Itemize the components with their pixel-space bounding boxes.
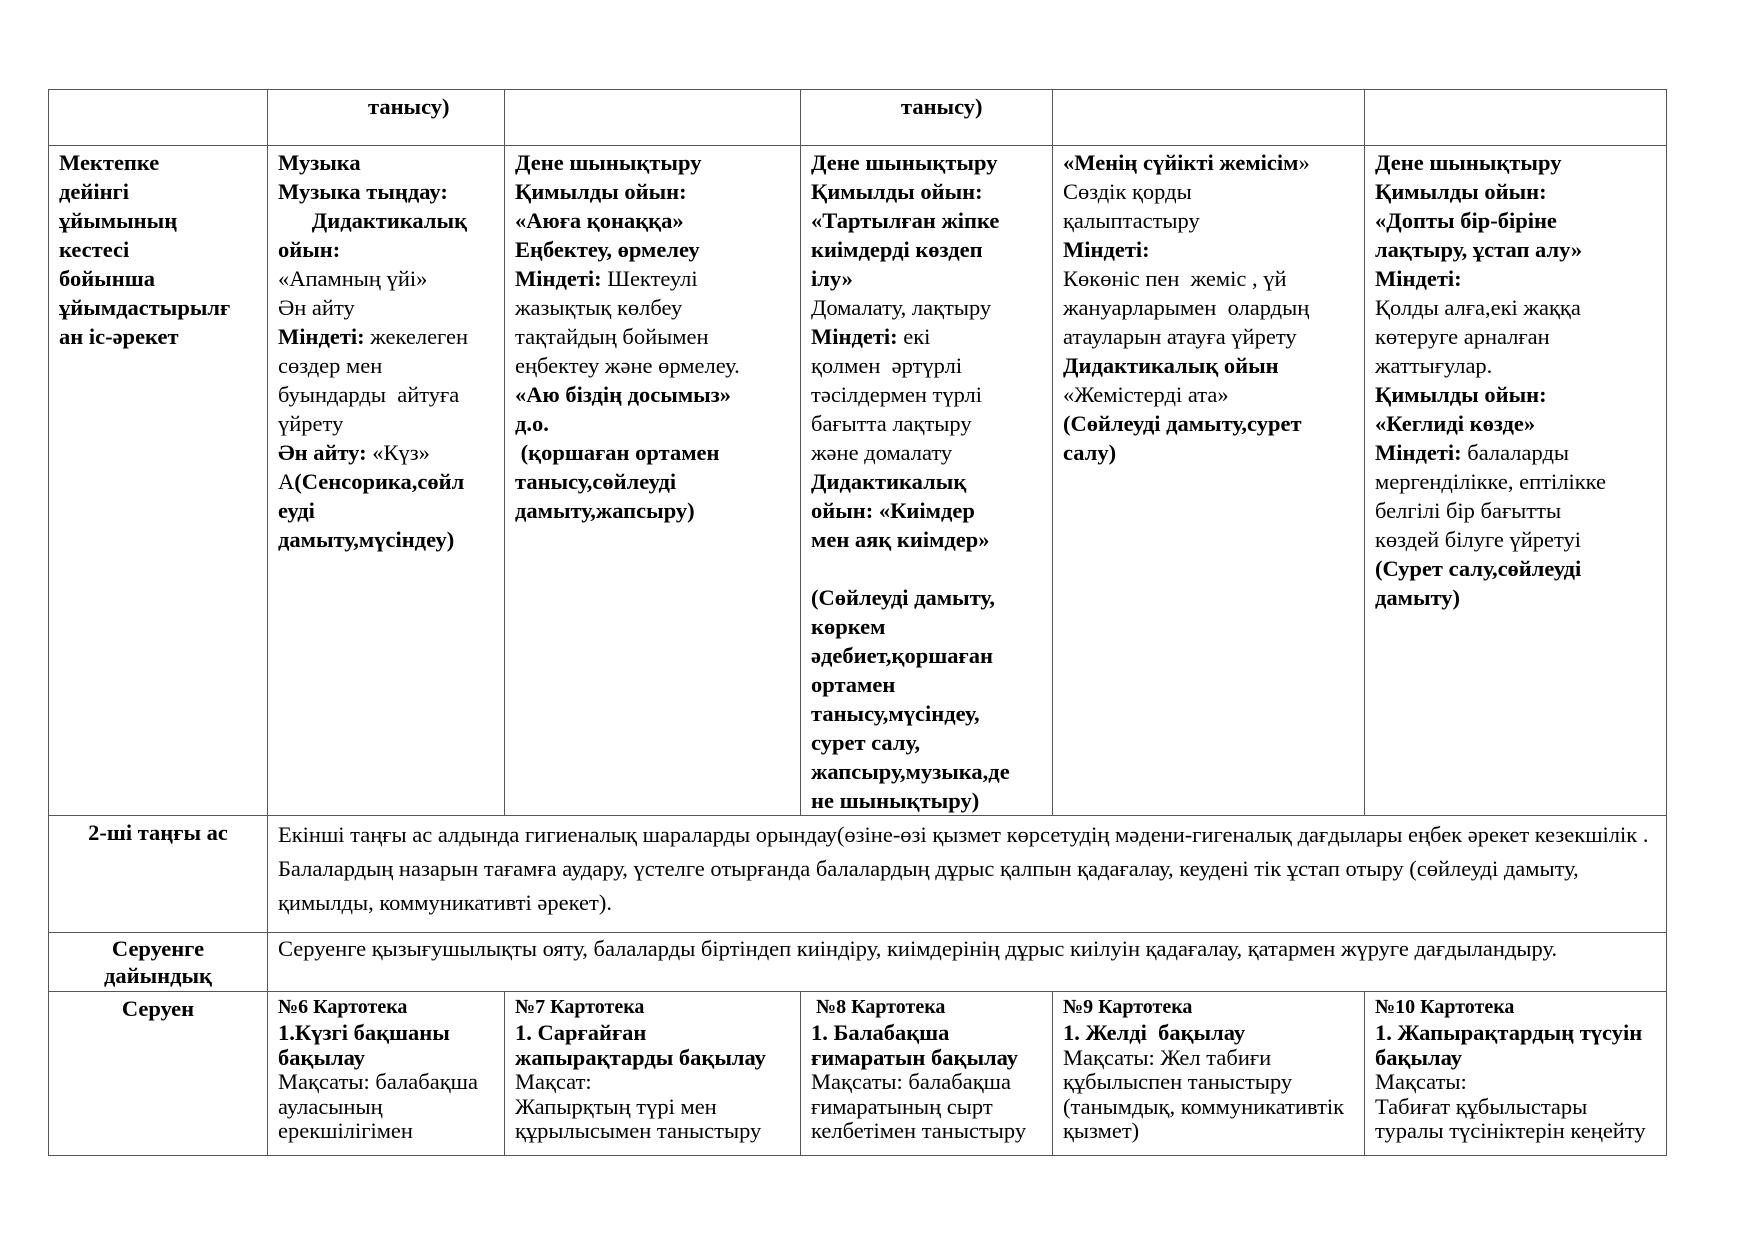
cell-line: тәсілдермен түрлі [811,382,983,407]
walk-prep-label [49,933,268,992]
second-breakfast-body: Екінші таңғы ас алдында гигиеналық шараларды орындау(өзіне-өзі қызмет көрсетудің мәдени-гигеналық дағдылары еңбек әрекет кезекшілік . Балалардың назарын тағамға аудару, үстелге отырғанда балалардың дұрыс қалпын қадағалау, кеудені тік ұстап отыру (сөйлеуді дамыту, қимылды, коммуникативті әрекет). [278,822,1649,915]
cell-text-part: Міндеті: [1375,440,1468,465]
cell-line: ойын: [278,237,341,262]
cell-line: атауларын атауға үйрету [1063,324,1297,349]
schedule-table [48,89,1667,1156]
row-walk [49,992,1667,1156]
cell-text-part: Міндеті: [811,324,904,349]
walk-prep-label-line1: Серуенге [111,936,205,961]
cell-text-part: Шектеулі [607,266,698,291]
cell-line: бақылау [1375,1044,1463,1070]
second-breakfast-label [49,816,268,933]
cell-text-part: » [1298,150,1310,175]
cell-r0-c5 [1365,90,1667,146]
cell-line: Мектепке [59,150,160,175]
cell-r0-c4 [1053,90,1365,146]
cell-r0-c2 [505,90,801,146]
cell-line: Міндеті: [1063,237,1150,262]
cell-line: «Кеглиді көзде» [1375,411,1536,436]
cell-text-part: Ән айту: [278,440,373,465]
cell-line: Табиғат құбылыстары [1375,1093,1588,1119]
row-organized-activity [49,146,1667,816]
cell-line: әдебиет,қоршаған [811,643,993,668]
cell-line: «Аю біздің досымыз» [515,382,732,407]
cell-r0-c0 [49,90,268,146]
cell-r0-c3 [801,90,1053,146]
cell-line [811,554,1042,583]
cell-line: (танымдық, коммуникативтік [1063,1093,1345,1119]
cell-line: Дидактикалық [811,469,967,494]
cell-text-part: Міндеті: [278,324,371,349]
cell-line: туралы түсініктерін кеңейту [1375,1118,1646,1143]
cell-line [278,467,494,496]
cell-line: «Жемістерді ата» [1063,382,1229,407]
cell-line: ортамен [811,672,896,697]
cell-line: сөздер мен [278,353,383,378]
cell-line: дамыту,мүсіндеу) [278,527,455,552]
cell-line [278,322,494,351]
cell-line: және домалату [811,440,953,465]
cell-line: Дене шынықтыру [1375,150,1562,175]
cell-line: көркем [811,614,886,639]
cell-line: №7 Картотека [515,996,645,1018]
row-walk-preparation [49,933,1667,992]
cell-line: еңбектеу және өрмелеу. [515,353,740,378]
cell-line: жануарларымен олардың [1063,295,1310,320]
cell-line: Музыка [278,150,361,175]
second-breakfast-text [268,816,1667,933]
cell-line: (қоршаған ортамен [515,440,720,465]
cell-r1-c0 [49,146,268,816]
cell-line: сурет салу, [811,730,921,755]
cell-r1-c3 [801,146,1053,816]
cell-line: ауласының [278,1093,383,1119]
cell-line: (Сөйлеуді дамыту, [811,585,995,610]
cell-line: Дидактикалық [278,208,468,233]
cell-line: құрылысымен таныстыру [515,1118,762,1143]
cell-line: №8 Картотека [811,996,946,1018]
cell-line: (Сөйлеуді дамыту,сурет [1063,411,1302,436]
walk-prep-text [268,933,1667,992]
cell-line: Мақсаты: балабақша [811,1069,1011,1094]
cell-line: ұйымдастырылғ [59,295,231,320]
cell-line: мен аяқ киімдер» [811,527,990,552]
cell-line: ерекшілігімен [278,1118,413,1143]
cell-text-part: «Күз» [372,440,430,465]
cell-line: бағытта лақтыру [811,411,972,436]
cell-line: Мақсаты: балабақша [278,1069,478,1094]
cell-line: «Допты бір-біріне [1375,208,1557,233]
cell-line: (Сурет салу,сөйлеуді [1375,556,1582,581]
second-breakfast-label-text: 2-ші таңғы ас [88,820,228,845]
cell-line: Қимылды ойын: [1375,179,1547,204]
cell-line: буындарды айтуға [278,382,460,407]
cell-line: №10 Картотека [1375,996,1515,1018]
cell-line: не шынықтыру) [811,788,980,813]
cell-line: Қимылды ойын: [515,179,687,204]
cell-r4-c2 [505,992,801,1156]
cell-line: Міндеті: [1375,266,1462,291]
cell-line: №6 Картотека [278,996,408,1018]
cell-line: белгілі бір бағытты [1375,498,1562,523]
cell-line: «Аюға қонаққа» [515,208,684,233]
cell-line: танысу,мүсіндеу, [811,701,980,726]
walk-label [49,992,268,1156]
cell-r1-c1 [268,146,505,816]
cell-line: ойын: «Киімдер [811,498,975,523]
cell-text-part: жекелеген [370,324,469,349]
cell-line: бойынша [59,266,155,291]
cell-line: «Тартылған жіпке [811,208,1000,233]
cell-line: қолмен әртүрлі [811,353,963,378]
cell-line: Дене шынықтыру [515,150,702,175]
walk-prep-label-line2: дайындық [103,963,213,988]
cell-line: ілу» [811,266,853,291]
cell-text-part: (Сенсорика,сөйл [294,469,465,494]
cell-line: Музыка тыңдау: [278,179,448,204]
cell-line: лақтыру, ұстап алу» [1375,237,1583,262]
cell-line: танысу,сөйлеуді [515,469,677,494]
cell-line: келбетімен таныстыру [811,1118,1027,1143]
cell-line: жапсыру,музыка,де [811,759,1010,784]
cell-line: киімдерді көздеп [811,237,983,262]
cell-line: Дидактикалық ойын [1063,353,1279,378]
cell-line: Еңбектеу, өрмелеу [515,237,700,262]
cell-line: еуді [278,498,315,523]
cell-line: Қолды алға,екі жаққа [1375,295,1581,320]
cell-line: жаттығулар. [1375,353,1493,378]
cell-line [515,264,790,293]
cell-line: Домалату, лақтыру [811,295,992,320]
cell-line: салу) [1063,440,1117,465]
cell-line: дамыту) [1375,585,1461,610]
cell-text-part: екі [903,324,931,349]
cell-r4-c4 [1053,992,1365,1156]
cell-r4-c5 [1365,992,1667,1156]
cell-line: құбылыспен таныстыру [1063,1069,1293,1094]
cell-line: қалыптастыру [1063,208,1200,233]
row-second-breakfast [49,816,1667,933]
cell-line: жапырақтарды бақылау [515,1044,766,1070]
cell-line: танысу) [278,94,450,119]
cell-line: Ән айту [278,295,355,320]
row-continuation [49,90,1667,146]
cell-line: 1.Күзгі бақшаны [278,1020,450,1045]
cell-text-part: А [278,469,295,494]
cell-line: танысу) [811,94,983,119]
cell-line: ан іс-әрекет [59,324,179,349]
cell-line: Сөздік қорды [1063,179,1192,204]
cell-r1-c2 [505,146,801,816]
cell-line: кестесі [59,237,130,262]
cell-line: көздей білуге үйретуі [1375,527,1582,552]
cell-text-part: Міндеті: [515,266,608,291]
cell-r1-c5 [1365,146,1667,816]
cell-line: 1. Жапырақтардың түсуін [1375,1020,1643,1045]
cell-line: қызмет) [1063,1118,1140,1143]
cell-line: ғимаратының сырт [811,1093,993,1119]
cell-line: ұйымының [59,208,178,233]
cell-line [811,322,1042,351]
cell-line: мергенділікке, ептілікке [1375,469,1607,494]
cell-line: «Апамның үйі» [278,266,428,291]
cell-line: д.о. [515,411,549,436]
cell-r4-c3 [801,992,1053,1156]
cell-line: №9 Картотека [1063,996,1193,1018]
cell-line [1063,148,1354,177]
walk-label-text: Серуен [121,996,195,1021]
cell-line: тақтайдың бойымен [515,324,709,349]
cell-line: бақылау [278,1044,366,1070]
cell-line: дамыту,жапсыру) [515,498,695,523]
cell-line: 1. Желді бақылау [1063,1020,1246,1045]
cell-line: жазықтық көлбеу [515,295,683,320]
cell-text-part: «Менің сүйікті жемісім [1063,150,1299,175]
cell-line: Көкөніс пен жеміс , үй [1063,266,1287,291]
cell-line: Дене шынықтыру [811,150,998,175]
cell-line: 1. Балабақша [811,1020,950,1045]
cell-line: дейінгі [59,179,130,204]
cell-line: 1. Сарғайған [515,1020,647,1045]
cell-r1-c4 [1053,146,1365,816]
cell-line: Қимылды ойын: [1375,382,1547,407]
cell-r4-c1 [268,992,505,1156]
cell-r0-c1 [268,90,505,146]
cell-line: Мақсат: [515,1069,592,1094]
walk-prep-body: Серуенге қызығушылықты ояту, балаларды біртіндеп киіндіру, киімдерінің дұрыс киілуін қадағалау, қатармен жүруге дағдыландыру. [278,936,1558,961]
cell-line: Қимылды ойын: [811,179,983,204]
cell-line: Мақсаты: Жел табиғи [1063,1044,1272,1070]
cell-line [1375,438,1656,467]
cell-line: үйрету [278,411,344,436]
cell-line: көтеруге арналған [1375,324,1550,349]
cell-line: ғимаратын бақылау [811,1044,1019,1070]
cell-line: Мақсаты: [1375,1069,1467,1094]
cell-text-part: балаларды [1467,440,1570,465]
cell-line [278,438,494,467]
cell-line: Жапырқтың түрі мен [515,1093,717,1119]
